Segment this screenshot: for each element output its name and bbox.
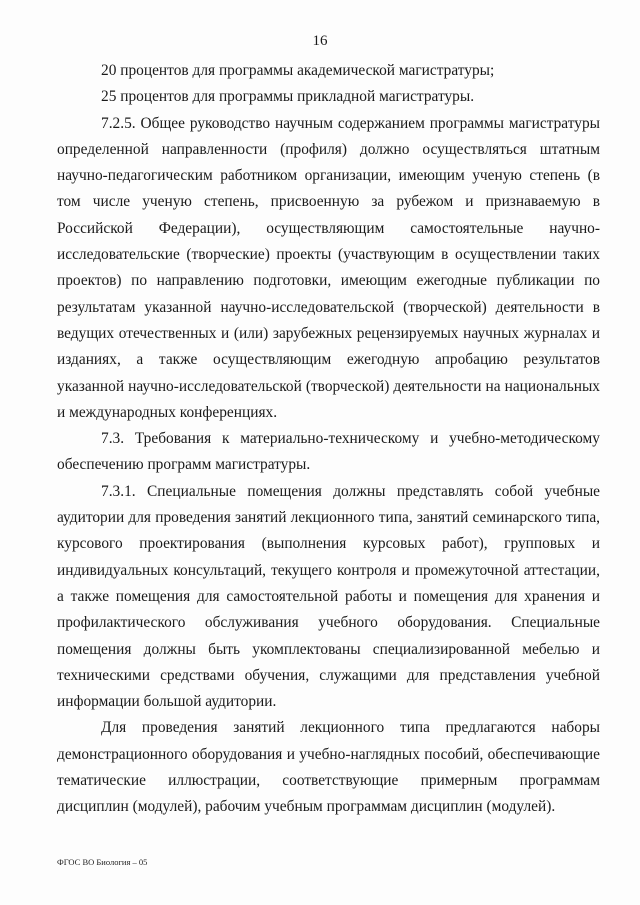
document-body xyxy=(57,58,600,821)
page-number: 16 xyxy=(312,33,328,49)
paragraph-7-3: 7.3. Требования к материально-техническому и учебно-методическому обеспечению программ магистратуры. xyxy=(57,430,600,474)
document-footer: ФГОС ВО Биология – 05 xyxy=(57,857,148,867)
paragraph-7-3-1: 7.3.1. Специальные помещения должны представлять собой учебные аудитории для проведения занятий лекционного типа, занятий семинарского типа, курсового проектирования (выполнения курсовых работ), групповых и индивидуальных консультаций, текущего контроля и промежуточной аттестации, а также помещения для самостоятельной работы и помещения для хранения и профилактического обслуживания учебного оборудования. Специальные помещения должны быть укомплектованы специализированной мебелью и техническими средствами обучения, служащими для представления учебной информации большой аудитории. xyxy=(57,482,600,711)
paragraph-7-2-5: 7.2.5. Общее руководство научным содержанием программы магистратуры определенной направленности (профиля) должно осуществляться штатным научно-педагогическим работником организации, имеющим ученую степень (в том числе ученую степень, присвоенную за рубежом и признаваемую в Российской Федерации), осуществляющим самостоятельные научно-исследовательские (творческие) проекты (участвующим в осуществлении таких проектов) по направлению подготовки, имеющим ежегодные публикации по результатам указанной научно-исследовательской (творческой) деятельности в ведущих отечественных и (или) зарубежных рецензируемых научных журналах и изданиях, а также осуществляющим ежегодную апробацию результатов указанной научно-исследовательской (творческой) деятельности на национальных и международных конференциях. xyxy=(57,114,600,421)
paragraph-lecture-equipment: Для проведения занятий лекционного типа предлагаются наборы демонстрационного оборудования и учебно-наглядных пособий, обеспечивающие тематические иллюстрации, соответствующие примерным программам дисциплин (модулей), рабочим учебным программам дисциплин (модулей). xyxy=(57,719,600,816)
paragraph-academic-percent: 20 процентов для программы академической магистратуры; xyxy=(101,62,495,79)
paragraph-applied-percent: 25 процентов для программы прикладной магистратуры. xyxy=(101,88,475,106)
